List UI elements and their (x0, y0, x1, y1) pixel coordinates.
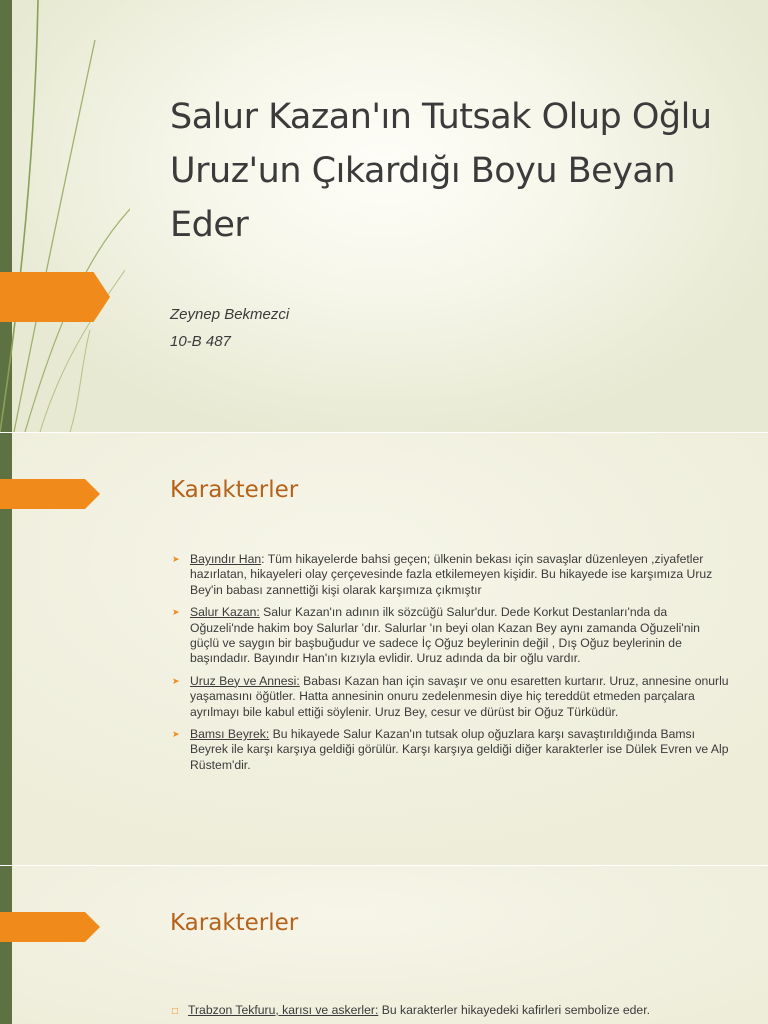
character-description: Bu karakterler hikayedeki kafirleri sembolize eder. (378, 1003, 650, 1017)
title-slide (0, 0, 768, 432)
character-description: Salur Kazan'ın adının ilk sözcüğü Salur'dur. Dede Korkut Destanları'nda da Oğuzeli'nde hakim boy Salurlar 'dır. Salurlar 'ın beyi olan Kazan Bey aynı zamanda Oğuzeli'nin güçlü ve saygın bir başbuğudur ve sadece İç Oğuz beylerinin değil , Dış Oğuz beylerinin de başındadır. Bayındır Han'ın kızıyla evlidir. Uruz adında da bir oğlu vardır. (190, 605, 700, 666)
class-info: 10-B 487 (170, 333, 231, 350)
character-name: Salur Kazan: (190, 605, 260, 620)
list-item (172, 605, 732, 667)
leaf-decoration (0, 0, 130, 432)
bullet-arrow-icon: ➤ (172, 554, 180, 564)
orange-arrow-marker (0, 272, 110, 322)
slide-heading: Karakterler (170, 477, 299, 503)
orange-arrow-marker (0, 912, 100, 942)
list-item (172, 674, 732, 720)
list-item (172, 1003, 742, 1019)
bullet-arrow-icon: ➤ (172, 729, 180, 740)
character-name: Bayındır Han (190, 552, 262, 566)
character-name: Bamsı Beyrek: (190, 727, 270, 742)
bullet-arrow-icon: ➤ (172, 607, 180, 618)
character-description: : Tüm hikayelerde bahsi geçen; ülkenin bekası için savaşlar düzenleyen ,ziyafetler hazırlatan, hikayeleri olay çerçevesinde fazla etkilemeyen kişidir. Bu hikayede ise karşımıza Uruz Bey'in babası zannettiği kişi olarak karşımıza çıkmıştır (190, 552, 713, 597)
list-item (172, 552, 732, 598)
character-description: Babası Kazan han için savaşır ve onu esaretten kurtarır. Uruz, annesine onurlu yaşamasını öğütler. Hatta annesinin onuru zedelenmesin diye hiç tereddüt etmeden parçalara ayrılmayı bile kabul ettiği söylenir. Uruz Bey, cesur ve dürüst bir Oğuz Türküdür. (190, 673, 729, 719)
characters-slide-2 (0, 866, 768, 1024)
slide-heading: Karakterler (170, 910, 299, 936)
bullet-box-icon: □ (172, 1006, 179, 1017)
bullet-arrow-icon: ➤ (172, 675, 180, 686)
characters-slide (0, 433, 768, 865)
character-list (172, 552, 732, 780)
left-green-band (0, 866, 12, 1024)
character-name: Uruz Bey ve Annesi: (190, 673, 300, 688)
character-description: Bu hikayede Salur Kazan'ın tutsak olup oğuzlara karşı savaştırıldığında Bamsı Beyrek ile karşı karşıya geldiği görülür. Karşı karşıya geldiği diğer karakterler ise Dülek Evren ve Alp Rüstem'dir. (190, 727, 729, 772)
orange-arrow-marker (0, 479, 100, 509)
author-name: Zeynep Bekmezci (170, 306, 290, 323)
list-item (172, 727, 732, 773)
presentation-title: Salur Kazan'ın Tutsak Olup Oğlu Uruz'un Çıkardığı Boyu Beyan Eder (170, 97, 712, 245)
character-name: Trabzon Tekfuru, karısı ve askerler: (188, 1003, 379, 1017)
